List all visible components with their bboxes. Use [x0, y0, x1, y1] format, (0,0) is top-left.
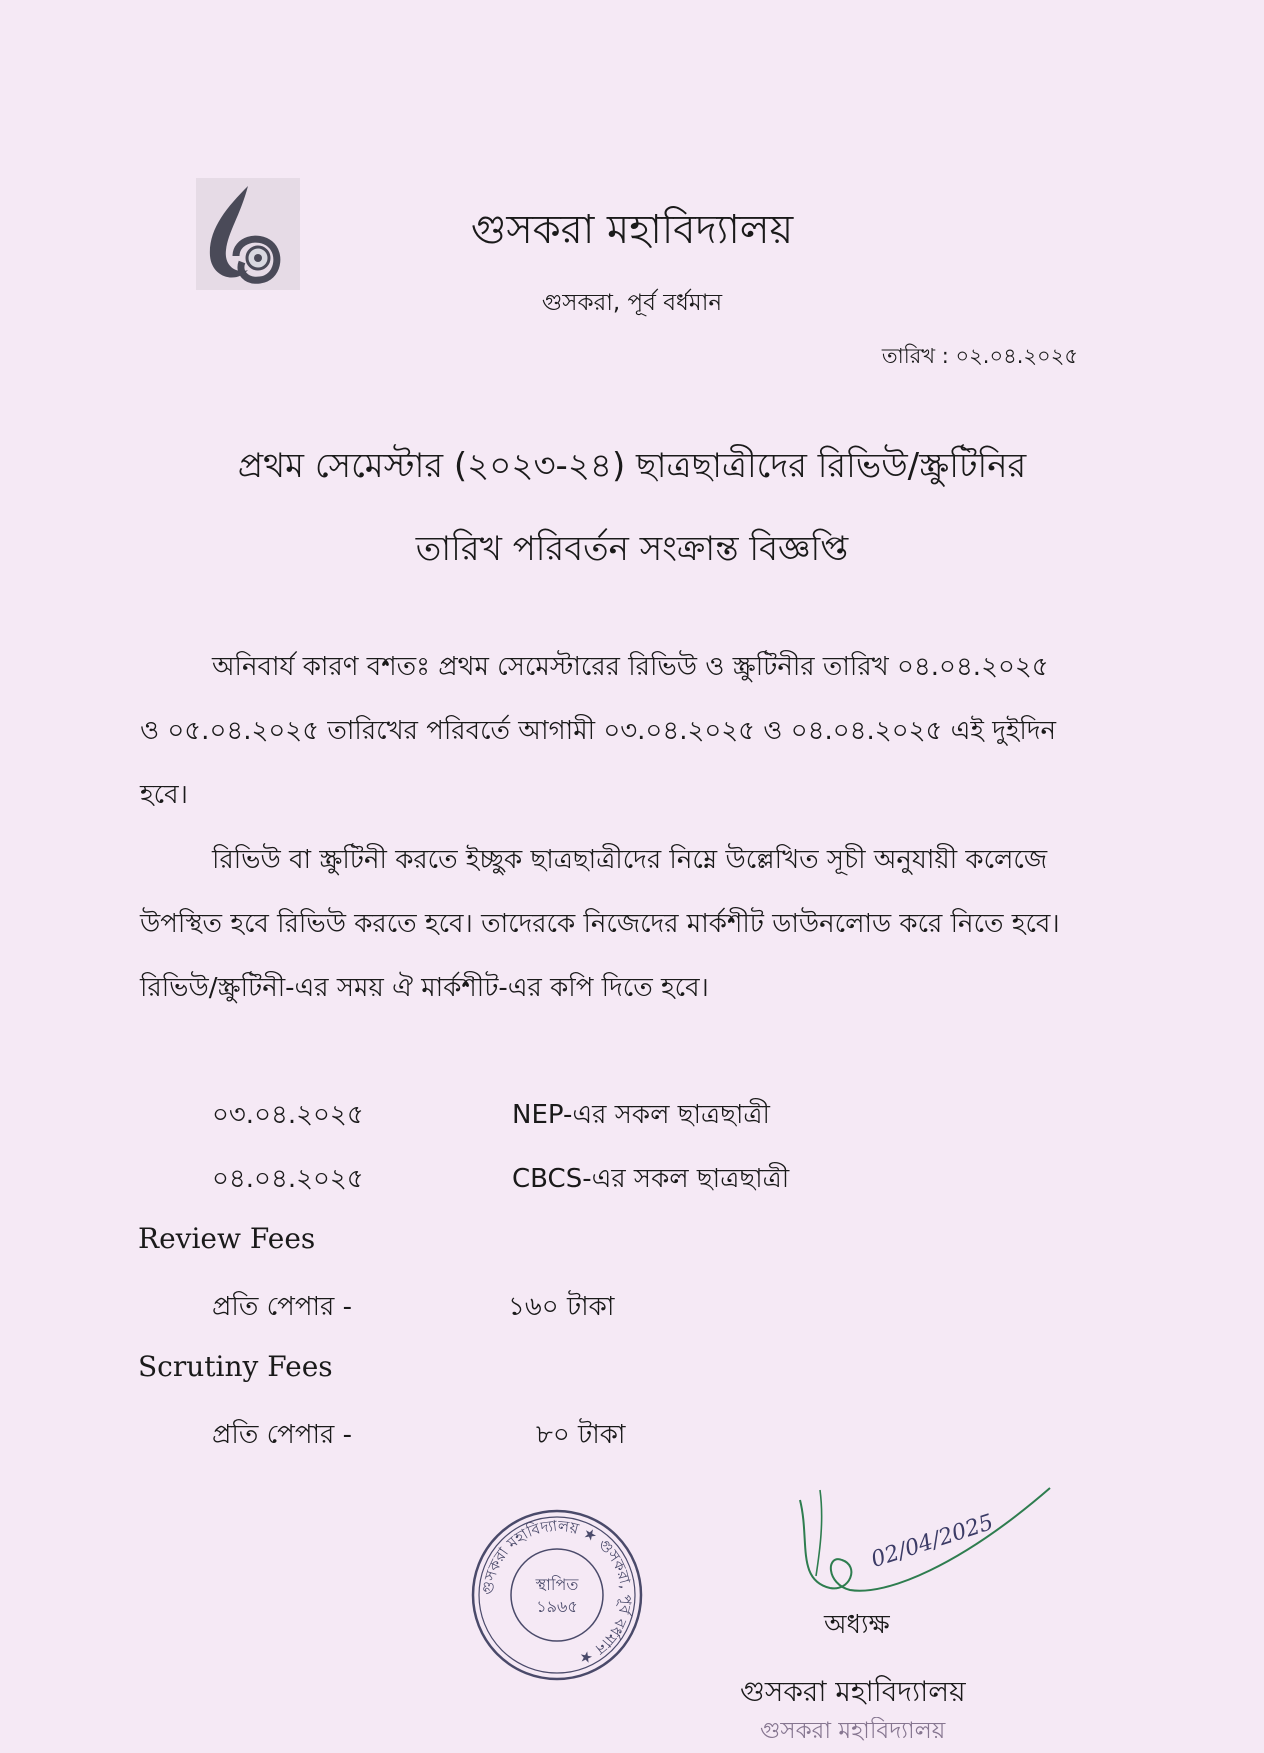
schedule-group-nep: NEP-এর সকল ছাত্রছাত্রী — [512, 1100, 770, 1130]
schedule-date-nep: ০৩.০৪.২০২৫ — [212, 1100, 364, 1130]
seal-inner-line-2: ১৯৬৫ — [536, 1597, 578, 1616]
paragraph-2-text: রিভিউ বা স্ক্রুটিনী করতে ইচ্ছুক ছাত্রছাত্রীদের নিম্নে উল্লেখিত সূচী অনুযায়ী কলেজে উপস্থিত হবে রিভিউ করতে হবে। তাদেরকে নিজেদের মার্কশীট ডাউনলোড করে নিতে হবে। রিভিউ/স্ক্রুটিনী-এর সময় ঐ মার্কশীট-এর কপি দিতে হবে। — [140, 845, 1060, 1003]
college-seal-stamp — [470, 1508, 644, 1682]
notice-title-line-2: তারিখ পরিবর্তন সংক্রান্ত বিজ্ঞপ্তি — [415, 529, 849, 569]
signature-date: 02/04/2025 — [868, 1510, 997, 1573]
scrutiny-fee-label: প্রতি পেপার - — [212, 1420, 352, 1450]
notice-title-line-1: প্রথম সেমেস্টার (২০২৩-২৪) ছাত্রছাত্রীদের রিভিউ/স্ক্রুটিনির — [237, 446, 1027, 486]
review-fees-title: Review Fees — [138, 1222, 316, 1255]
notice-date: তারিখ : ০২.০৪.২০২৫ — [881, 344, 1078, 368]
paragraph-date-change — [140, 635, 1074, 827]
seal-inner-line-1: স্থাপিত — [535, 1575, 579, 1594]
signatory-college-name: গুসকরা মহাবিদ্যালয় — [740, 1675, 966, 1708]
scrutiny-fee-amount: ৮০ টাকা — [536, 1420, 626, 1450]
college-address: গুসকরা, পূর্ব বর্ধমান — [541, 290, 723, 316]
schedule-group-cbcs: CBCS-এর সকল ছাত্রছাত্রী — [512, 1164, 790, 1194]
principal-stamp-text: গুসকরা মহাবিদ্যালয় — [760, 1718, 946, 1744]
review-fee-label: প্রতি পেপার - — [212, 1292, 352, 1322]
review-fee-amount: ১৬০ টাকা — [508, 1292, 615, 1322]
college-logo-icon — [196, 178, 300, 290]
college-name: গুসকরা মহাবিদ্যালয় — [470, 207, 794, 253]
seal-outer-text: গুসকরা মহাবিদ্যালয় ★ গুসকরা, পূর্ব বর্ধমান ★ — [478, 1516, 636, 1669]
paragraph-1-text: অনিবার্য কারণ বশতঃ প্রথম সেমেস্টারের রিভিউ ও স্ক্রুটিনীর তারিখ ০৪.০৪.২০২৫ ও ০৫.০৪.২০২৫ তারিখের পরিবর্তে আগামী ০৩.০৪.২০২৫ ও ০৪.০৪.২০২৫ এই দুইদিন হবে। — [140, 652, 1057, 810]
scrutiny-fees-title: Scrutiny Fees — [138, 1350, 333, 1383]
schedule-date-cbcs: ০৪.০৪.২০২৫ — [212, 1164, 364, 1194]
principal-designation: অধ্যক্ষ — [824, 1610, 890, 1640]
paragraph-instructions — [140, 828, 1074, 1020]
